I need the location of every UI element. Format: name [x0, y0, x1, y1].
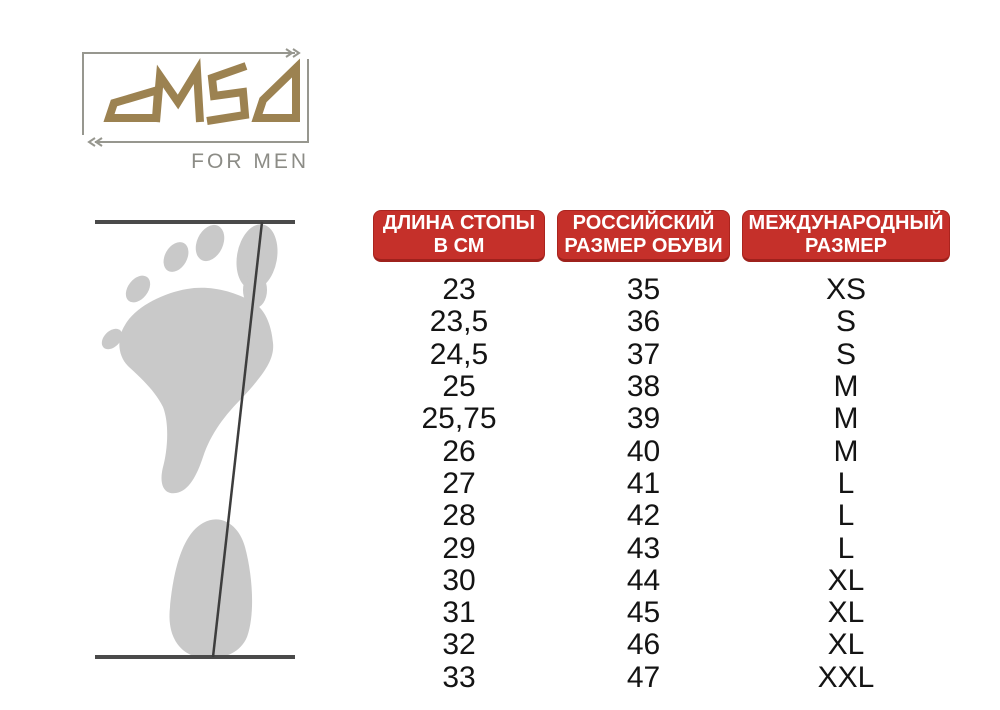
- header-foot-length: [373, 210, 545, 262]
- header-line: РОССИЙСКИЙ: [572, 212, 715, 234]
- table-cell: 23,5: [429, 305, 489, 339]
- table-row: [373, 435, 950, 467]
- table-cell: XL: [827, 596, 865, 630]
- table-body: [373, 274, 950, 694]
- table-cell: 40: [626, 434, 661, 468]
- table-cell: M: [833, 402, 859, 436]
- table-cell: XXL: [817, 660, 875, 694]
- table-cell: 46: [626, 628, 661, 662]
- table-cell: 23: [442, 273, 476, 307]
- table-cell: 31: [442, 596, 476, 630]
- table-cell: 37: [626, 337, 661, 371]
- header-line: РАЗМЕР: [805, 235, 887, 257]
- table-row: [373, 468, 950, 500]
- header-international-size: [742, 210, 950, 262]
- header-line: ДЛИНА СТОПЫ: [382, 212, 536, 234]
- table-row: [373, 371, 950, 403]
- table-cell: 28: [442, 499, 476, 533]
- brand-tagline: FOR MEN: [191, 150, 309, 173]
- table-row: [373, 339, 950, 371]
- table-cell: XS: [825, 273, 867, 307]
- table-cell: M: [833, 370, 859, 404]
- foot-heel: [169, 519, 252, 658]
- table-cell: 45: [626, 596, 661, 630]
- table-row: [373, 662, 950, 694]
- table-cell: 44: [626, 563, 661, 597]
- table-row: [373, 500, 950, 532]
- table-header-row: [373, 210, 950, 262]
- table-cell: 26: [442, 434, 476, 468]
- table-row: [373, 403, 950, 435]
- table-cell: 35: [626, 273, 661, 307]
- brand-logo: [79, 45, 311, 180]
- table-cell: 43: [626, 531, 661, 565]
- foot-measure-illustration: [75, 205, 315, 685]
- table-row: [373, 597, 950, 629]
- table-cell: L: [837, 466, 855, 500]
- table-cell: S: [835, 305, 856, 339]
- header-russian-size: [557, 210, 730, 262]
- header-line: В СМ: [433, 235, 485, 257]
- table-cell: XL: [827, 563, 865, 597]
- table-row: [373, 629, 950, 661]
- table-cell: 42: [626, 499, 661, 533]
- table-cell: 47: [626, 660, 661, 694]
- table-row: [373, 565, 950, 597]
- header-line: МЕЖДУНАРОДНЫЙ: [748, 212, 944, 234]
- fourth-toe: [121, 271, 155, 307]
- table-cell: 25: [442, 370, 476, 404]
- size-conversion-table: [373, 210, 950, 694]
- letter-o: [109, 90, 158, 118]
- second-toe: [190, 220, 230, 265]
- table-cell: M: [833, 434, 859, 468]
- table-cell: 29: [442, 531, 476, 565]
- letter-m: [156, 71, 200, 122]
- table-cell: 27: [442, 466, 476, 500]
- third-toe: [158, 238, 193, 277]
- footprint-icon: [75, 205, 315, 685]
- table-cell: 38: [626, 370, 661, 404]
- table-cell: 25,75: [421, 402, 497, 436]
- omsa-logo-icon: [79, 45, 311, 147]
- table-cell: 41: [626, 466, 661, 500]
- table-cell: 39: [626, 402, 661, 436]
- table-cell: S: [835, 337, 856, 371]
- table-cell: XL: [827, 628, 865, 662]
- logo-frame-top-left: [83, 53, 295, 135]
- header-line: РАЗМЕР ОБУВИ: [564, 235, 723, 257]
- table-row: [373, 306, 950, 338]
- table-row: [373, 274, 950, 306]
- table-cell: 24,5: [429, 337, 489, 371]
- table-cell: L: [837, 499, 855, 533]
- table-cell: L: [837, 531, 855, 565]
- letter-s: [207, 66, 246, 121]
- table-cell: 33: [442, 660, 476, 694]
- table-cell: 30: [442, 563, 476, 597]
- table-cell: 32: [442, 628, 476, 662]
- table-row: [373, 532, 950, 564]
- table-cell: 36: [626, 305, 661, 339]
- letter-a: [257, 68, 296, 118]
